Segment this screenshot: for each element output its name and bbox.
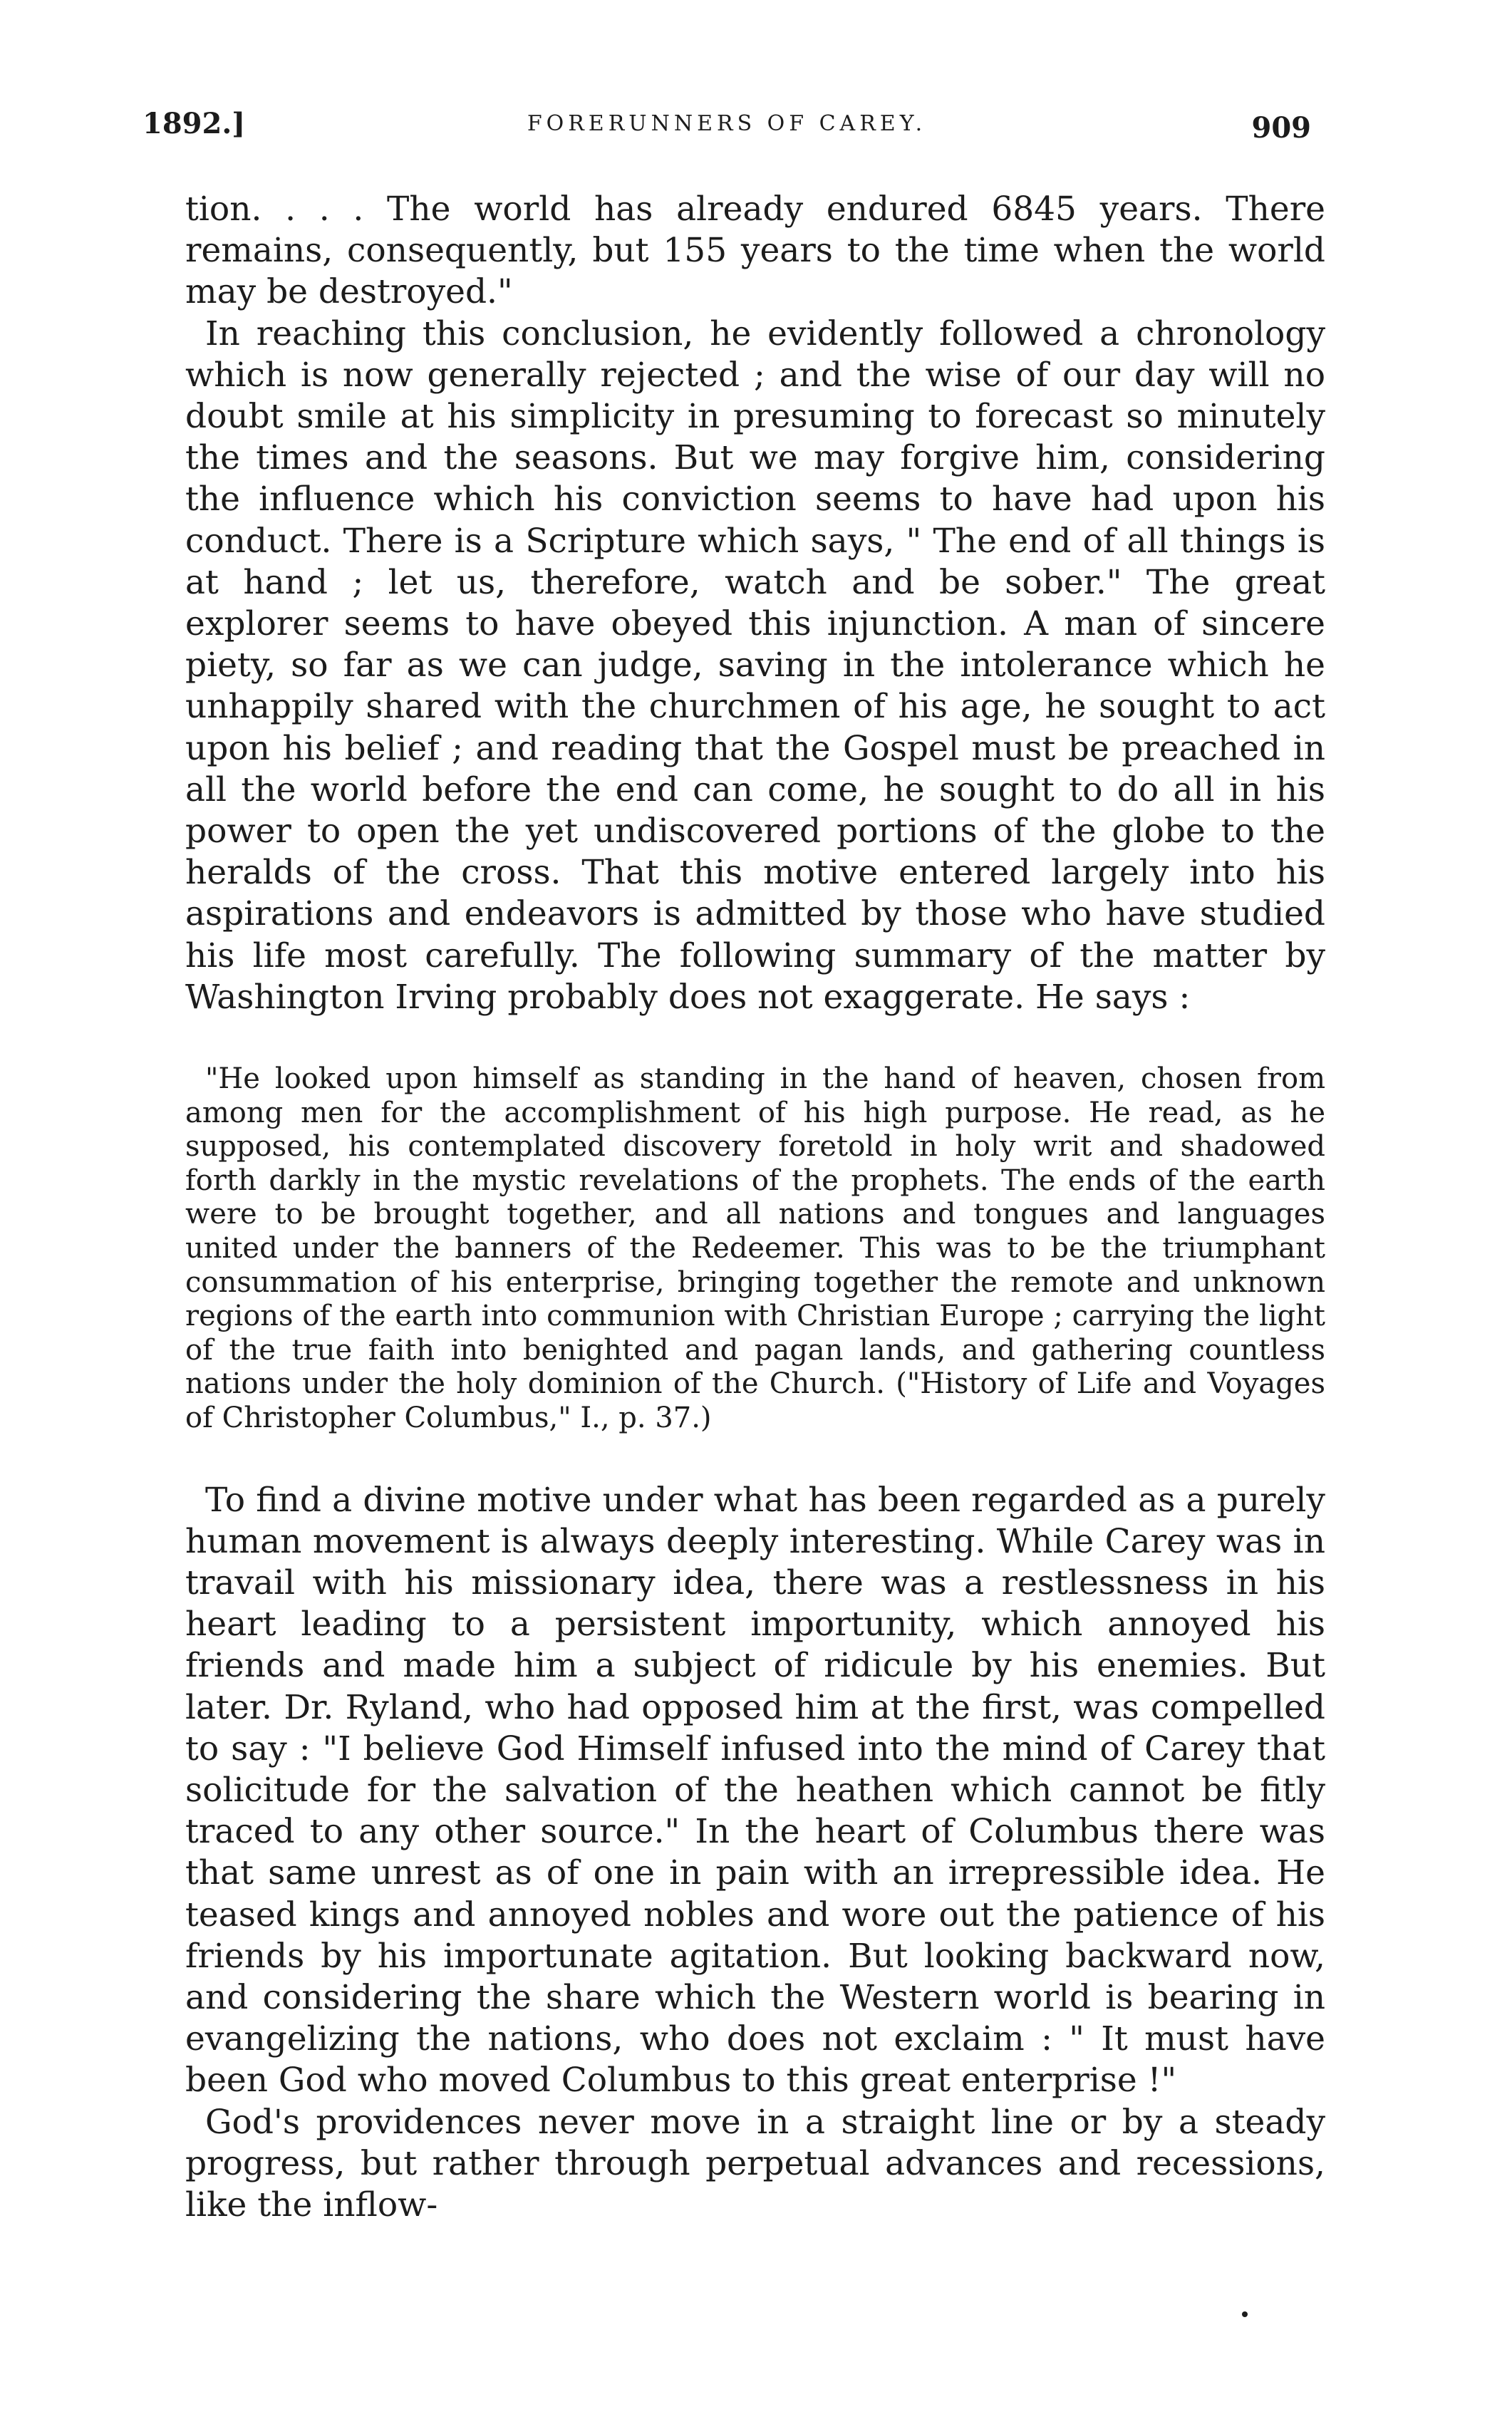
paragraph-chronology: In reaching this conclusion, he evidently followed a chronology which is now generally rejected ; and the wise of our day will no doubt smile at his simplicity in presuming to forecast so minutely the times and the seasons. But we may forgive him, considering the influence which his conviction seems to have had upon his conduct. There is a Scripture which says, " The end of all things is at hand ; let us, therefore, watch and be sober." The great explorer seems to have obeyed this injunction. A man of sincere piety, so far as we can judge, saving in the intolerance which he unhappily shared with the churchmen of his age, he sought to act upon his belief ; and reading that the Gospel must be preached in all the world before the end can come, he sought to do all in his power to open the yet undiscovered portions of the globe to the heralds of the cross. That this motive entered largely into his aspirations and endeavors is admitted by those who have studied his life most carefully. The following summary of the matter by Washington Irving probably does not exaggerate. He says : [185,314,1325,1017]
page-body [185,189,1325,2226]
header-title: FORERUNNERS OF CAREY. [527,111,927,136]
block-quote-irving: "He looked upon himself as standing in the hand of heaven, chosen from among men for the accomplishment of his high purpose. He read, as he supposed, his contemplated discovery foretold in holy writ and shadowed forth darkly in the mystic revelations of the prophets. The ends of the earth were to be brought together, and all nations and tongues and languages united under the banners of the Redeemer. This was to be the triumphant consummation of his enterprise, bringing together the remote and unknown regions of the earth into communion with Christian Europe ; carrying the light of the true faith into benighted and pagan lands, and gathering countless nations under the holy dominion of the Church. ("History of Life and Voyages of Christopher Columbus," I., p. 37.) [185,1062,1325,1434]
scan-speck [1242,2311,1248,2317]
header-year: 1892.] [143,107,246,140]
paragraph-divine-motive: To find a divine motive under what has been regarded as a purely human movement is always deeply interesting. While Carey was in travail with his missionary idea, there was a restlessness in his heart leading to a persistent importunity, which annoyed his friends and made him a subject of ridicule by his enemies. But later. Dr. Ryland, who had opposed him at the first, was compelled to say : "I believe God Himself infused into the mind of Carey that solicitude for the salvation of the heathen which cannot be fitly traced to any other source." In the heart of Columbus there was that same unrest as of one in pain with an irrepressible idea. He teased kings and annoyed nobles and wore out the patience of his friends by his importunate agitation. But looking backward now, and considering the share which the Western world is bearing in evangelizing the nations, who does not exclaim : " It must have been God who moved Columbus to this great enterprise !" [185,1480,1325,2101]
paragraph-providences: God's providences never move in a straight line or by a steady progress, but rather through perpetual advances and recessions, like the inflow- [185,2102,1325,2225]
page-number: 909 [1251,111,1311,145]
paragraph-continuation: tion. . . . The world has already endured 6845 years. There remains, consequently, but 155 years to the time when the world may be destroyed." [185,190,1325,312]
running-header [143,107,1311,157]
